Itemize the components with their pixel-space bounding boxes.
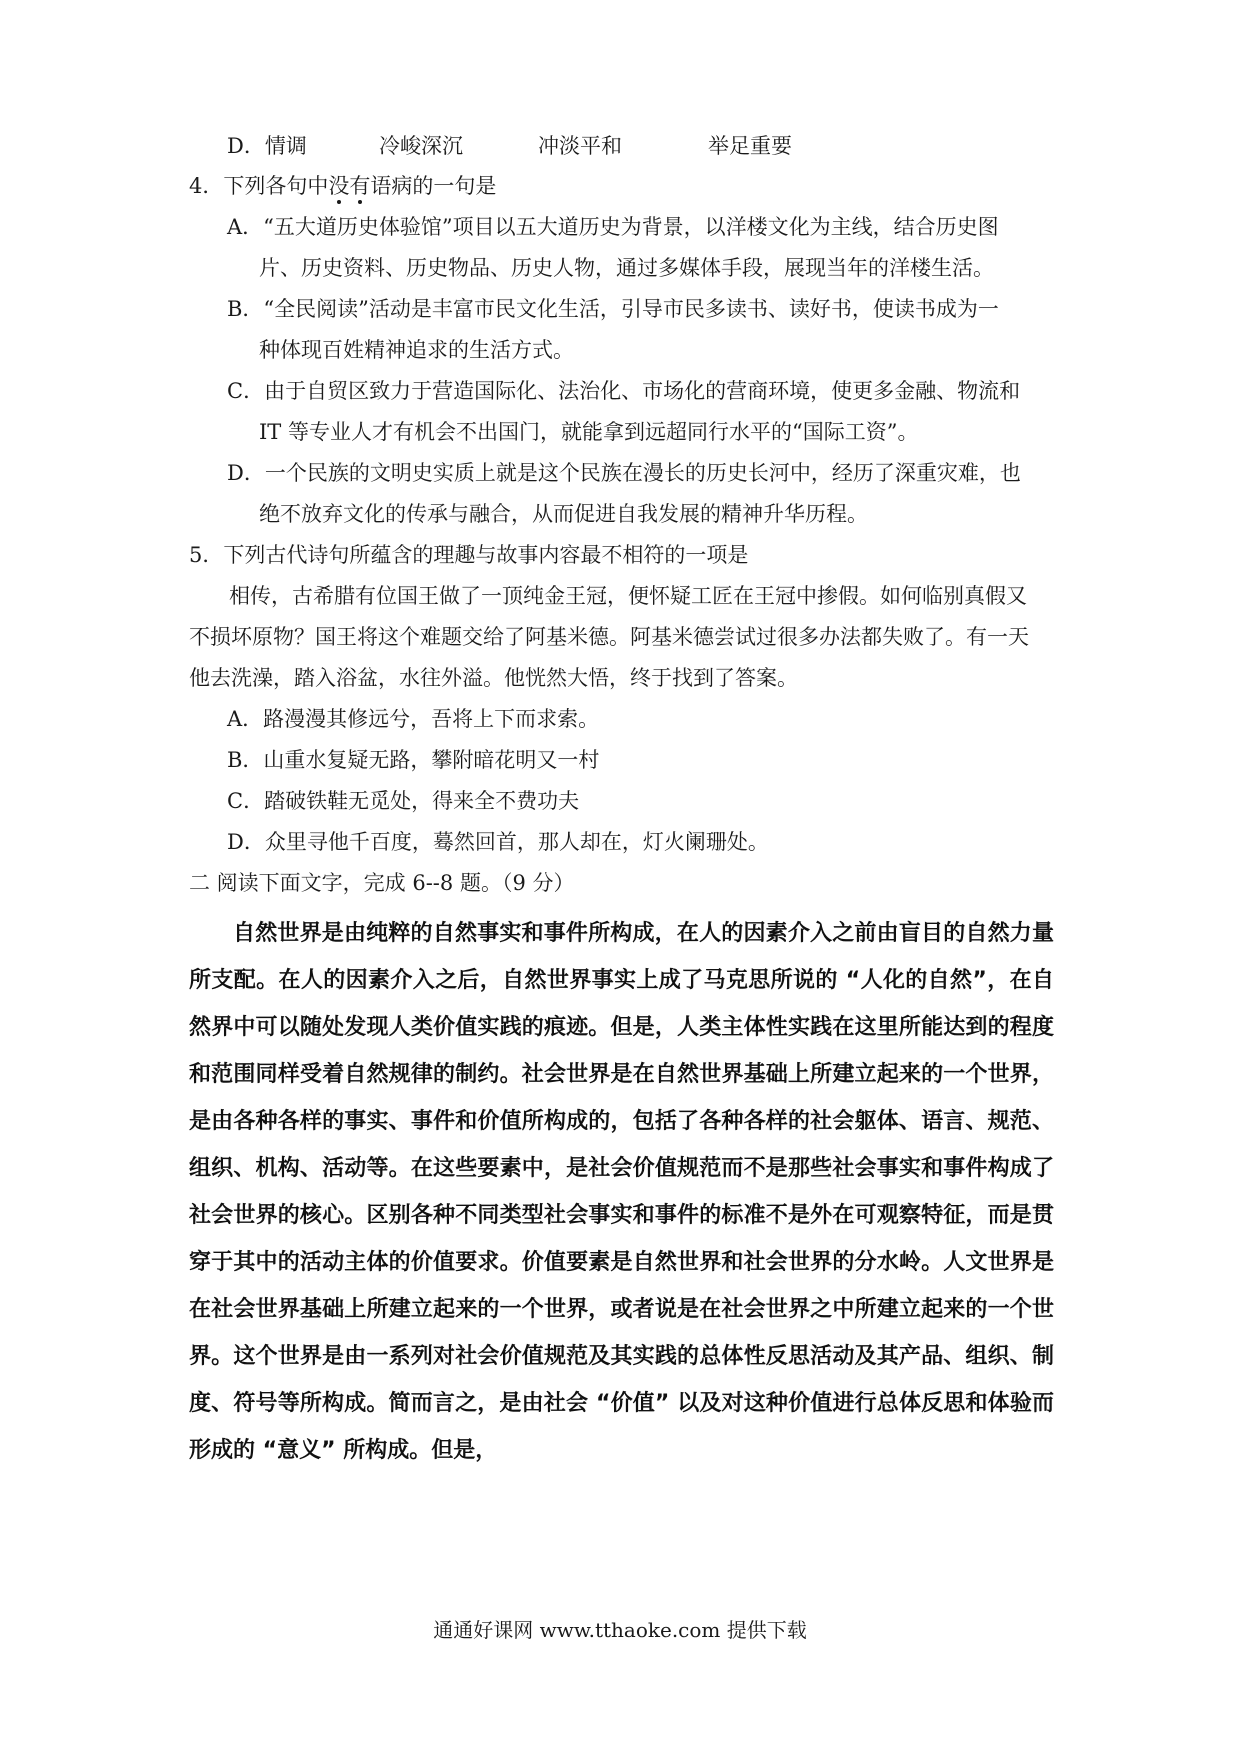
reading-passage <box>189 910 1054 1474</box>
q4-option-d-line2: 绝不放弃文化的传承与融合，从而促进自我发展的精神升华历程。 <box>259 502 868 526</box>
q3-option-d-word4: 举足重要 <box>708 134 792 158</box>
q4-stem: 4．下列各句中没有语病的一句是 <box>189 174 497 198</box>
passage-paragraph: 自然世界是由纯粹的自然事实和事件所构成，在人的因素介入之前由盲目的自然力量所支配。在人的因素介入之后，自然世界事实上成了马克思所说的 “人化的自然”，在自然界中可以随处发现人类价值实践的痕迹。但是，人类主体性实践在这里所能达到的程度和范围同样受着自然规律的制约。社会世界是在自然世界基础上所建立起来的一个世界，是由各种各样的事实、事件和价值所构成的，包括了各种各样的社会躯体、语言、规范、组织、机构、活动等。在这些要素中，是社会价值规范而不是那些社会事实和事件构成了社会世界的核心。区别各种不同类型社会事实和事件的标准不是外在可观察特征，而是贯穿于其中的活动主体的价值要求。价值要素是自然世界和社会世界的分水岭。人文世界是在社会世界基础上所建立起来的一个世界，或者说是在社会世界之中所建立起来的一个世界。这个世界是由一系列对社会价值规范及其实践的总体性反思活动及其产品、组织、制度、符号等所构成。简而言之，是由社会 “价值” 以及对这种价值进行总体反思和体验而形成的 “意义” 所构成。但是， <box>189 921 1054 1463</box>
q4-option-b-line1: B．“全民阅读”活动是丰富市民文化生活，引导市民多读书、读好书，使读书成为一 <box>227 297 999 321</box>
emphasis-char: 没 <box>328 174 350 198</box>
q5-option-a: A．路漫漫其修远兮，吾将上下而求索。 <box>227 707 600 731</box>
q5-stem: 5．下列古代诗句所蕴含的理趣与故事内容最不相符的一项是 <box>189 543 749 567</box>
q4-option-b-line2: 种体现百姓精神追求的生活方式。 <box>259 338 574 362</box>
section-2-heading: 二 阅读下面文字，完成 6--8 题。（9 分） <box>189 871 575 895</box>
q5-option-d: D．众里寻他千百度，蓦然回首，那人却在，灯火阑珊处。 <box>227 830 769 854</box>
q4-option-d-line1: D．一个民族的文明史实质上就是这个民族在漫长的历史长河中，经历了深重灾难，也 <box>227 461 1021 485</box>
q3-option-d-word3: 冲淡平和 <box>538 134 622 158</box>
q4-option-c-line1: C．由于自贸区致力于营造国际化、法治化、市场化的营商环境，使更多金融、物流和 <box>227 379 1021 403</box>
emphasis-char: 有 <box>349 174 371 198</box>
q5-option-c: C．踏破铁鞋无觅处，得来全不费功夫 <box>227 789 580 813</box>
page-footer: 通通好课网 www.tthaoke.com 提供下载 <box>433 1618 807 1642</box>
q4-option-a-line2: 片、历史资料、历史物品、历史人物，通过多媒体手段，展现当年的洋楼生活。 <box>259 256 994 280</box>
q3-option-d-label: D．情调 <box>227 134 307 158</box>
q4-option-a-line1: A．“五大道历史体验馆”项目以五大道历史为背景，以洋楼文化为主线，结合历史图 <box>227 215 999 239</box>
q3-option-d-word2: 冷峻深沉 <box>379 134 463 158</box>
q5-option-b: B．山重水复疑无路，攀附暗花明又一村 <box>227 748 600 772</box>
q5-story-line2: 不损坏原物？国王将这个难题交给了阿基米德。阿基米德尝试过很多办法都失败了。有一天 <box>189 625 1029 649</box>
q5-story-line3: 他去洗澡，踏入浴盆，水往外溢。他恍然大悟，终于找到了答案。 <box>189 666 798 690</box>
q4-option-c-line2: IT 等专业人才有机会不出国门，就能拿到远超同行水平的“国际工资”。 <box>259 420 919 444</box>
q5-story-line1: 相传，古希腊有位国王做了一顶纯金王冠，便怀疑工匠在王冠中掺假。如何临别真假又 <box>229 584 1027 608</box>
